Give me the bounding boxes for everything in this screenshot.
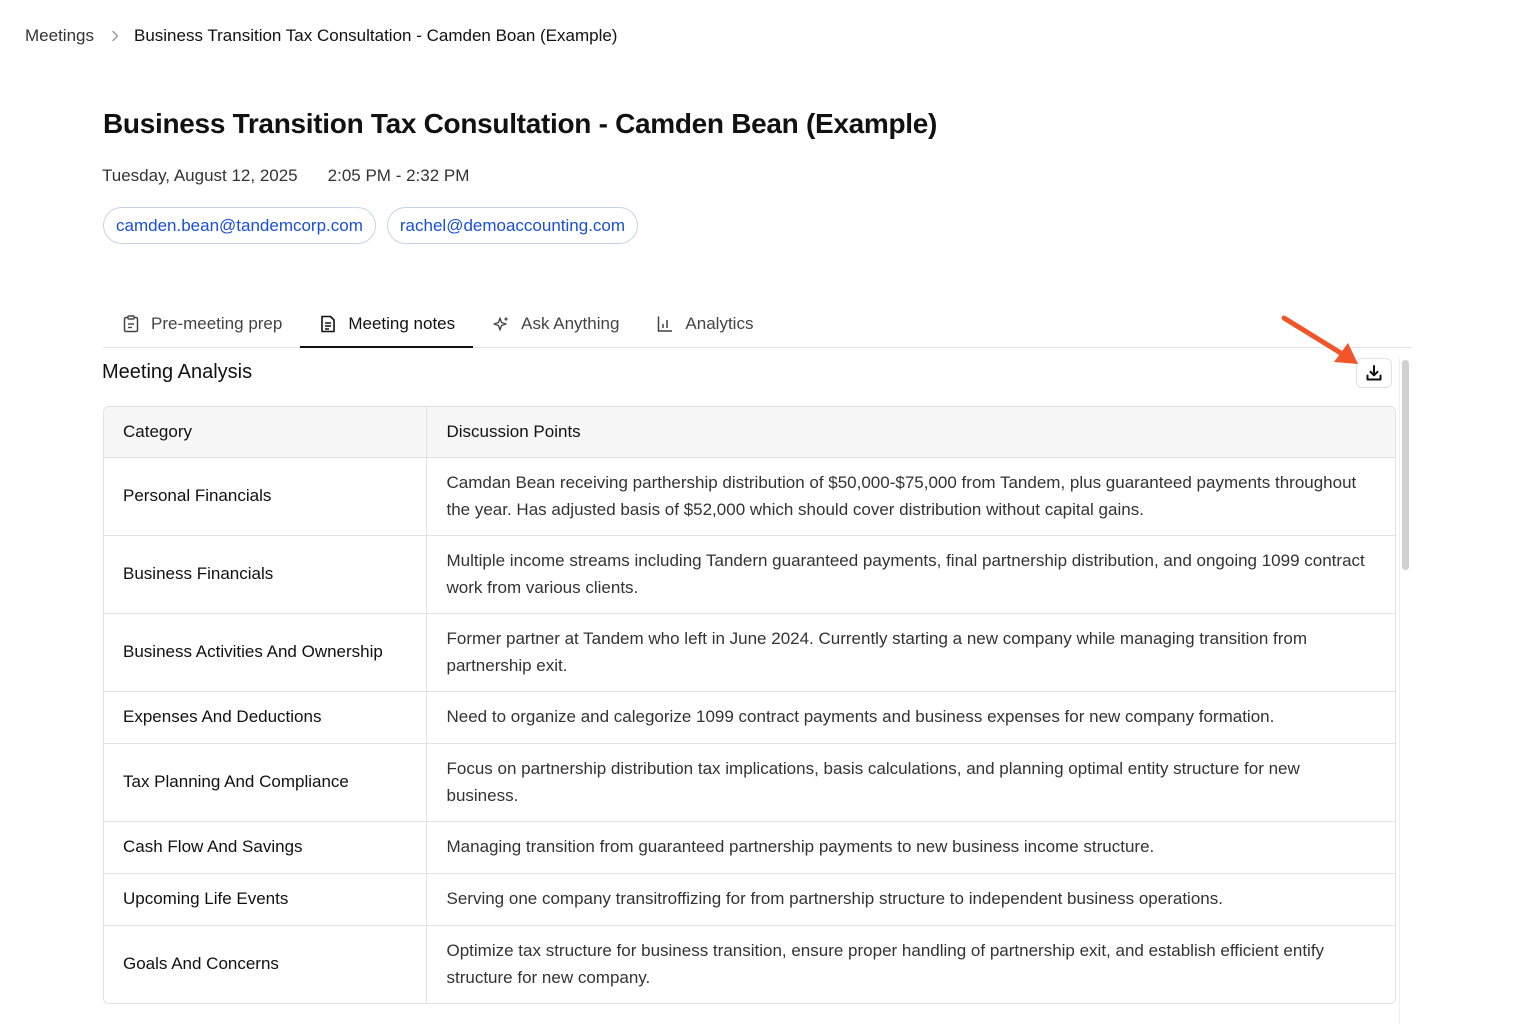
row-discussion-points: Managing transition from guaranteed partnership payments to new business income structure. [426,821,1395,873]
table-row [104,821,1395,873]
attendee-chip[interactable]: rachel@demoaccounting.com [387,207,638,244]
row-discussion-points: Multiple income streams including Tandern guaranteed payments, final partnership distribution, and ongoing 1099 contract work from various clients. [426,535,1395,613]
document-icon [318,314,338,334]
table-row [104,691,1395,743]
row-category: Cash Flow And Savings [104,821,426,873]
chevron-right-icon [110,30,120,42]
row-category: Goals And Concerns [123,954,279,974]
tab-ask-anything[interactable] [473,300,637,347]
table-row [104,743,1395,821]
row-discussion-points: Serving one company transitroffizing for from partnership structure to independent business operations. [426,873,1395,925]
row-discussion-points: Camdan Bean receiving parthership distribution of $50,000-$75,000 from Tandem, plus guaranteed payments throughout the year. Has adjusted basis of $52,000 which should cover distribution without capital gains. [426,457,1395,535]
meeting-meta [102,166,469,186]
attendee-list [103,207,638,244]
tab-analytics[interactable] [637,300,771,347]
tab-bar [103,300,1411,348]
table-row [104,535,1395,613]
tab-label: Meeting notes [348,313,456,333]
page-title: Business Transition Tax Consultation - Camden Bean (Example) [103,108,938,139]
row-category: Expenses And Deductions [104,691,426,743]
tab-label: Ask Anything [521,313,620,333]
row-category: Business Activities And Ownership [104,613,426,691]
breadcrumb [25,26,617,46]
bar-chart-icon [655,314,675,334]
attendee-chip[interactable]: camden.bean@tandemcorp.com [103,207,376,244]
section-title: Meeting Analysis [102,361,253,383]
clipboard-icon [121,314,141,334]
row-discussion-points: Optimize tax structure for business transition, ensure proper handling of partnership exit, and establish efficient entify structure for new company. [426,925,1395,1003]
tab-pre-meeting-prep[interactable] [103,300,300,347]
table-row [104,925,1395,1003]
table-row [104,457,1395,535]
breadcrumb-meetings-link[interactable]: Meetings [25,26,94,45]
column-header-discussion-points: Discussion Points [426,407,1395,457]
row-category: Tax Planning And Compliance [104,743,426,821]
row-category: Personal Financials [104,457,426,535]
annotation-arrow-icon [1278,310,1368,372]
row-category: Upcoming Life Events [104,873,426,925]
meeting-date: Tuesday, August 12, 2025 [102,166,298,185]
breadcrumb-current: Business Transition Tax Consultation - Camden Boan (Example) [133,26,618,45]
tab-label: Analytics [685,313,754,333]
sparkle-icon [491,314,511,334]
row-category: Business Financials [104,535,426,613]
meeting-time: 2:05 PM - 2:32 PM [327,166,470,185]
row-discussion-points: Former partner at Tandem who left in June 2024. Currently starting a new company while managing transition from partnership exit. [426,613,1395,691]
table-row [104,613,1395,691]
tab-meeting-notes[interactable] [300,300,473,347]
scrollbar-thumb[interactable] [1402,360,1409,570]
table-header-row [104,407,1395,457]
row-discussion-points: Focus on partnership distribution tax implications, basis calculations, and planning optimal entity structure for new business. [426,743,1395,821]
column-header-category: Category [104,407,426,457]
table-row [104,873,1395,925]
row-discussion-points: Need to organize and calegorize 1099 contract payments and business expenses for new company formation. [426,691,1395,743]
tab-label: Pre-meeting prep [151,313,283,333]
analysis-table [103,406,1396,1004]
